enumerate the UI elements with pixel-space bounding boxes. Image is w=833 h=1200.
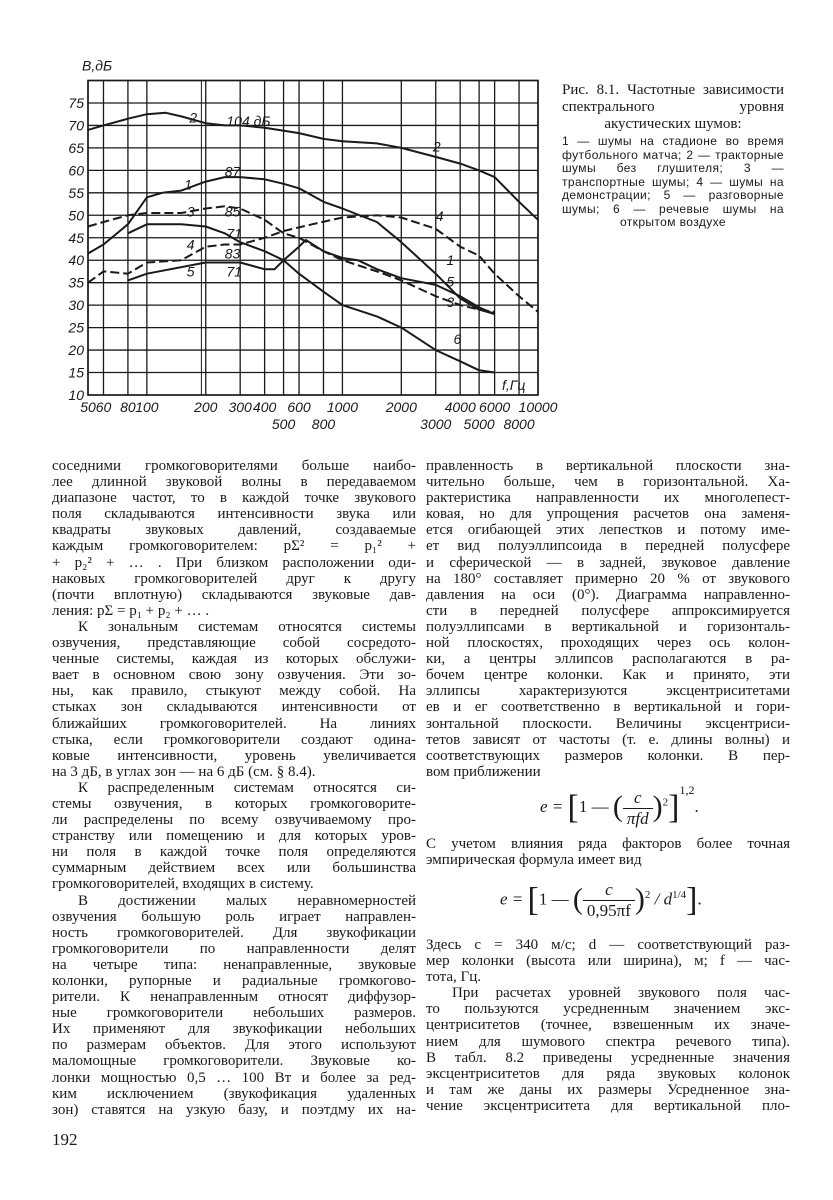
text-line: по размерам объектов. Для этого используют — [52, 1037, 416, 1054]
text-line: лее длинной звуковой волны в передаваемом — [52, 474, 416, 491]
formula-numerator: c — [623, 788, 653, 809]
formula-numerator: c — [583, 880, 635, 901]
right-text-column-top — [426, 458, 790, 780]
x-tick-label: 5000 — [463, 416, 495, 432]
text-line: странству или помещению и для которых уров- — [52, 828, 416, 845]
text-line: маломощные громкоговорители. Звуковые ко- — [52, 1053, 416, 1070]
x-tick-label: 6000 — [479, 399, 511, 415]
text-line: бочем центре колонки. Как и принято, эти — [426, 667, 790, 684]
curve-label: 71 — [226, 225, 242, 242]
text-line: эллипсы характеризуются эксцентриситетами — [426, 683, 790, 700]
text-line: Их применяют для звукофикации небольших — [52, 1021, 416, 1038]
text-line: мер колонки (высота или ширина), м; f — час- — [426, 953, 790, 970]
formula-term: 1 — — [538, 889, 569, 909]
right-text-column-bottom — [426, 937, 790, 1114]
text-line: тота, Гц. — [426, 969, 482, 986]
curve-label: 71 — [226, 263, 242, 280]
y-tick-label: 60 — [68, 162, 84, 179]
y-tick-label: 25 — [68, 319, 84, 336]
text-line: рители. К ненаправленным относят диффузор- — [52, 989, 416, 1006]
text-line: эмпирическая формула имеет вид — [426, 852, 642, 869]
text-line: ется огибающей этих лепестков и потому име- — [426, 522, 790, 539]
x-tick-label: 800 — [311, 416, 336, 432]
text-line: чительно больше, чем в горизонтальной. Ха- — [426, 474, 790, 491]
x-tick-label: 2000 — [385, 399, 417, 415]
y-tick-label: 40 — [68, 252, 84, 269]
x-tick-label: 400 — [252, 399, 277, 415]
text-line: стыка, если громкоговорители создают одина- — [52, 731, 416, 748]
y-tick-label: 35 — [68, 274, 84, 291]
page-number: 192 — [52, 1130, 78, 1149]
x-tick-label: 50 — [80, 399, 96, 415]
right-text-column-mid — [426, 836, 790, 868]
x-tick-label: 100 — [135, 399, 159, 415]
text-line: эксцентриситетов для ряда звуковых колонок — [426, 1065, 790, 1082]
text-line: тетов зависят от частоты (т. е. длины волны) и — [426, 731, 790, 748]
formula-period: . — [697, 889, 702, 909]
text-line: соответствующих размеров колонки. В пер- — [426, 747, 790, 764]
text-line: ной плоскостях, проходящих через ось колон- — [426, 635, 790, 652]
formula-denominator: 0,95πf — [586, 901, 631, 920]
formula-period: . — [694, 797, 699, 816]
text-line: соседними громкоговорителями больше наибо- — [52, 458, 416, 474]
text-line: ны, как правило, стыкуют между собой. На — [52, 683, 416, 700]
text-line: ким исключением (звукофикация удаленных — [52, 1085, 416, 1102]
formula-exponent: 2 — [662, 796, 669, 809]
text-line: стемы озвучения, в которых громкоговорите- — [52, 795, 416, 812]
formula-lhs: e = — [500, 889, 524, 909]
text-line: центриситетов (точнее, взвешенным их значе- — [426, 1017, 790, 1034]
curve-label: 5 — [446, 273, 455, 290]
curve-label: 1 — [446, 252, 455, 269]
y-tick-label: 55 — [68, 184, 84, 201]
x-tick-label: 10000 — [518, 399, 558, 415]
text-line: на 180° составляет примерно 20 % от звукового — [426, 570, 790, 587]
text-line: ет вид полуэллипсоида в передней полусфере — [426, 538, 790, 555]
text-line: чение эксцентриситета для вертикальной пло- — [426, 1097, 790, 1114]
text-line: и сферической — в задней, звуковое давление — [426, 554, 790, 571]
y-tick-label: 45 — [68, 229, 84, 246]
formula-divisor: / d — [654, 889, 673, 909]
x-tick-label: 500 — [271, 416, 296, 432]
formula-lhs: e = — [540, 797, 564, 816]
curve-label: 3 — [186, 203, 195, 220]
formula-d-exponent: 1/4 — [672, 888, 687, 901]
text-line: С учетом влияния ряда факторов более точная — [426, 836, 790, 852]
text-line: рактеристика направленности их многолепест- — [426, 490, 790, 507]
text-line: громкоговорители по направленности делят — [52, 940, 416, 957]
text-line: вает в основном свою зону озвучения. Эти зо- — [52, 667, 416, 684]
x-tick-label: 600 — [287, 399, 311, 415]
x-tick-label: 4000 — [444, 399, 476, 415]
text-line: и там же даны их размеры Усредненное зна- — [426, 1081, 790, 1098]
text-line: При расчетах уровней звукового поля час- — [452, 985, 790, 1002]
text-line: наковых громкоговорителей друг к другу — [52, 570, 416, 587]
y-tick-label: 65 — [68, 139, 84, 156]
text-line: ли распределены по всему озвучиваемому про- — [52, 812, 416, 829]
text-line: зон) ставятся на узкую базу, и поэтдму их на- — [52, 1101, 416, 1118]
text-line: + p₂² + … . При близком расположении оди- — [52, 554, 416, 571]
y-tick-label: 30 — [68, 297, 84, 314]
formula-outer-exponent: 1,2 — [679, 783, 695, 797]
curve-label: 2 — [189, 109, 198, 126]
text-line: ковая, но для упрощения расчетов она заменя- — [426, 506, 790, 523]
text-line: К зональным системам относятся системы — [78, 618, 416, 635]
curve-label: 83 — [224, 245, 241, 262]
y-tick-label: 20 — [68, 342, 84, 359]
text-line: сти в передней полусфере аппроксимируется — [426, 602, 790, 619]
curve-label: 4 — [186, 236, 195, 253]
text-line: каждым громкоговорителем: pΣ² = p₁² + — [52, 538, 416, 555]
text-line: В табл. 8.2 приведены усредненные значения — [426, 1049, 790, 1066]
x-tick-label: 8000 — [503, 416, 535, 432]
curve-label: 85 — [224, 203, 241, 220]
x-tick-label: 1000 — [326, 399, 359, 415]
caption-legend: 1 — шумы на стадионе во время футбольного матча; 2 — тракторные шумы без глушителя; 3 — транспортные шумы; 4 — шумы на демонстрации; 5 — разговорные шумы; 6 — речевые шумы на открытом воздухе — [562, 134, 784, 229]
curve-label: 104 дБ — [226, 112, 271, 129]
text-line: лонки мощностью 0,5 … 100 Вт и более за ред- — [52, 1069, 416, 1086]
text-line: В достижении малых неравномерностей — [78, 892, 416, 909]
curve-label: 6 — [453, 330, 462, 347]
text-line: на четыре типа: ненаправленные, звуковые — [52, 956, 416, 973]
curve-label: 4 — [435, 208, 444, 225]
eccentricity-formula-1: e = [1 — ( c πfd )$^2$]$^{1,2}$. — [540, 783, 699, 828]
text-line: ки, а центры эллипсов располагаются в ра- — [426, 651, 790, 668]
text-line: ближайших громкоговорителей. На линиях — [52, 715, 416, 732]
x-tick-label: 80 — [120, 399, 136, 415]
text-line: диапазоне частот, то в каждой точке звукового — [52, 490, 416, 507]
y-tick-label: 50 — [68, 207, 84, 224]
curve-label: 5 — [186, 263, 195, 280]
text-line: ность громкоговорителей. Для звукофикации — [52, 924, 416, 941]
text-line: вом приближении — [426, 763, 541, 780]
series-1-line — [88, 177, 495, 314]
x-tick-label: 60 — [95, 399, 112, 415]
y-tick-label: 75 — [68, 94, 84, 111]
y-tick-label: 10 — [68, 387, 84, 403]
text-line: нием для шумового спектра речевого типа). — [426, 1033, 790, 1050]
x-tick-label: 200 — [194, 399, 218, 415]
text-line: Здесь c = 340 м/с; d — соответствующий раз- — [426, 937, 790, 953]
caption-title: Рис. 8.1. Частотные зависимости спектрального уровня акустических шумов: — [562, 82, 784, 132]
curve-label: 3 — [446, 293, 455, 310]
formula-term: 1 — — [578, 797, 609, 816]
y-axis-label: B,дБ — [82, 57, 113, 74]
y-tick-label: 15 — [68, 364, 84, 381]
text-line: на 3 дБ, в углах зон — на 6 дБ (см. § 8.4). — [52, 763, 316, 780]
text-line: (почти вплотную) складываются звуковые дав- — [52, 586, 416, 603]
text-line: давления на оси (0°). Диаграмма направленно- — [426, 586, 790, 603]
x-axis-label: f,Гц — [502, 377, 526, 393]
text-line: зонтальной плоскости. Величины эксцентриси- — [426, 715, 790, 732]
formula-denominator: πfd — [626, 808, 649, 828]
text-line: квадраты звуковых давлений, создаваемые — [52, 522, 416, 539]
text-line: К распределенным системам относятся си- — [78, 779, 416, 796]
text-line: ни поля в каждой точке поля определяются — [52, 844, 416, 861]
text-line: полуэллипсами в вертикальной и горизонталь- — [426, 618, 790, 635]
text-line: стыках зон складываются интенсивности от — [52, 699, 416, 716]
text-line: ковые интенсивности, уровень увеличивается — [52, 747, 416, 764]
curve-label: 2 — [432, 138, 441, 155]
y-tick-label: 70 — [68, 117, 84, 134]
text-line: колонки, рупорные и радиальные громкогово- — [52, 973, 416, 989]
bracket: [ — [567, 789, 579, 826]
text-line: поля складываются интенсивности звука или — [52, 506, 416, 523]
text-line: ные громкоговорители небольших размеров. — [52, 1005, 416, 1022]
figure-caption — [562, 82, 784, 230]
text-line: суммарным действием всех или большинства — [52, 860, 416, 877]
x-tick-label: 3000 — [420, 416, 452, 432]
series-2-line — [88, 113, 538, 220]
text-line: озвучения, представляющие собой сосредото- — [52, 635, 416, 652]
text-line: ления: pΣ = p₁ + p₂ + … . — [52, 602, 210, 619]
text-line: озвучения большую роль играет направлен- — [52, 908, 416, 925]
left-text-column — [52, 458, 416, 1118]
text-line: правленность в вертикальной плоскости зна- — [426, 458, 790, 474]
formula-exponent: 2 — [644, 888, 651, 901]
x-tick-label: 300 — [228, 399, 252, 415]
text-line: громкоговорителей, входящих в систему. — [52, 876, 314, 893]
series-4-line — [88, 215, 538, 312]
curve-label: 1 — [184, 176, 192, 193]
text-line: то пользуются усредненным значением экс- — [426, 1001, 790, 1018]
text-line: eв и eг соответственно в вертикальной и гори- — [426, 699, 790, 716]
eccentricity-formula-2: e = [1 — ( $\frac{c}{0,95\pi f}$ )$^2 / d^{1/4}$]. — [500, 880, 702, 920]
text-line: ченные системы, каждая из которых обслужи- — [52, 651, 416, 668]
curve-label: 87 — [224, 163, 241, 180]
series-3-line — [88, 203, 495, 312]
